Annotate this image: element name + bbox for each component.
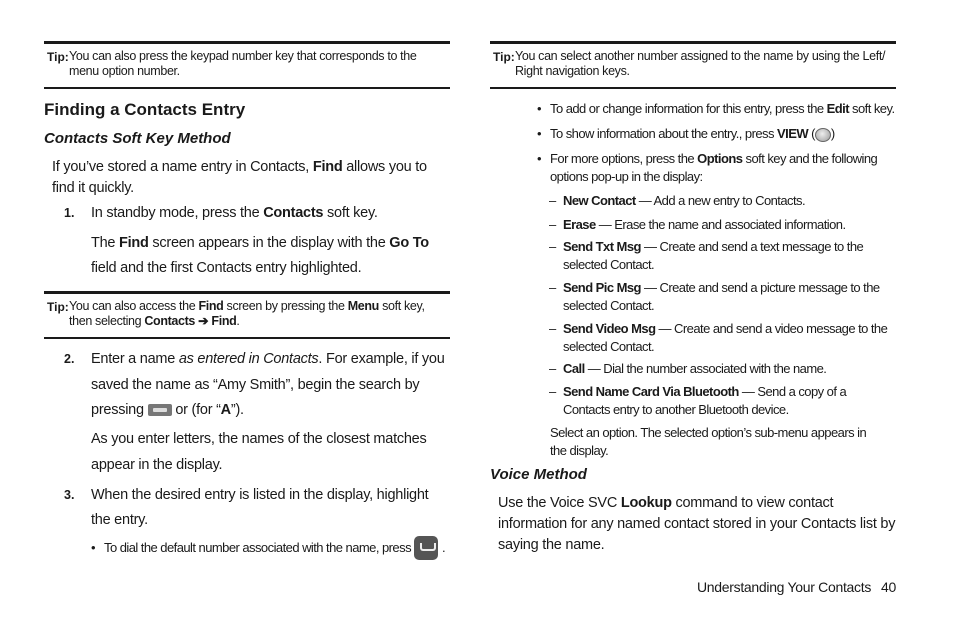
bullet-glyph: • [537,126,542,141]
footer-section-title: Understanding Your Contacts [697,579,872,595]
step-3-text: When the desired entry is listed in the display, highlight the entry. [91,487,429,528]
step-2-text: Enter a name as entered in Contacts. For example, if you saved the name as “Amy Smith”, begin the search by pressing or (for “A”). [91,351,445,418]
bullet-edit: To add or change information for this entry, press the Edit soft key. [550,101,895,116]
option-new-contact: New Contact — Add a new entry to Contacts. [563,193,806,208]
tip-text: You can also press the keypad number key that corresponds to the menu option number. [69,49,417,78]
option-dash: – [549,280,556,295]
step-number-3: 3. [64,488,75,502]
option-dash: – [549,239,556,254]
voice-method-heading: Voice Method [490,466,587,483]
view-key-icon [815,128,831,142]
step-1-text: In standby mode, press the Contacts soft key. [91,205,378,221]
tip-box-menu [44,291,450,339]
step-number-2: 2. [64,352,75,366]
abc-key-icon [148,404,172,416]
option-send-video-msg: Send Video Msg — Create and send a video message to the selected Contact. [563,321,888,354]
tip-label: Tip: [47,300,69,314]
tip-text: You can select another number assigned to the name by using the Left/ Right navigation keys. [515,49,886,78]
option-dash: – [549,321,556,336]
bullet-options: For more options, press the Options soft key and the following options pop-up in the display: [550,151,878,184]
step-1-detail: The Find screen appears in the display with the Go To field and the first Contacts entry highlighted. [91,235,429,276]
bullet-glyph: • [537,151,542,166]
step-3-bullet: To dial the default number associated with the name, press [104,540,412,555]
option-call: Call — Dial the number associated with the name. [563,361,827,376]
option-erase: Erase — Erase the name and associated information. [563,217,846,232]
step-2-detail: As you enter letters, the names of the closest matches appear in the display. [91,431,427,473]
voice-method-paragraph: Use the Voice SVC Lookup command to view contact information for any named contact stored in your Contacts list by saying the name. [498,495,896,553]
option-dash: – [549,361,556,376]
option-send-name-card: Send Name Card Via Bluetooth — Send a copy of a Contacts entry to another Bluetooth device. [563,384,847,417]
send-key-icon [414,536,438,560]
option-dash: – [549,217,556,232]
option-send-pic-msg: Send Pic Msg — Create and send a picture message to the selected Contact. [563,280,880,313]
bullet-view: To show information about the entry., press VIEW ( ) [550,126,835,141]
tip-box-keypad [44,41,450,89]
option-dash: – [549,384,556,399]
option-send-txt-msg: Send Txt Msg — Create and send a text message to the selected Contact. [563,239,864,272]
intro-paragraph: If you’ve stored a name entry in Contacts, Find allows you to find it quickly. [52,159,427,196]
step-number-1: 1. [64,206,75,220]
bullet-glyph: • [91,540,96,555]
bullet-glyph: • [537,101,542,116]
tip-box-navigation [490,41,896,89]
select-option-note: Select an option. The selected option’s sub-menu appears in the display. [550,425,867,458]
section-heading: Finding a Contacts Entry [44,100,246,119]
page-number: 40 [881,579,896,595]
option-dash: – [549,193,556,208]
tip-text: You can also access the Find screen by pressing the Menu soft key, then selecting Contacts ➔ Find. [69,299,425,328]
tip-label: Tip: [47,50,69,64]
tip-label: Tip: [493,50,515,64]
bullet-end: . [442,540,446,555]
subsection-heading: Contacts Soft Key Method [44,130,231,147]
